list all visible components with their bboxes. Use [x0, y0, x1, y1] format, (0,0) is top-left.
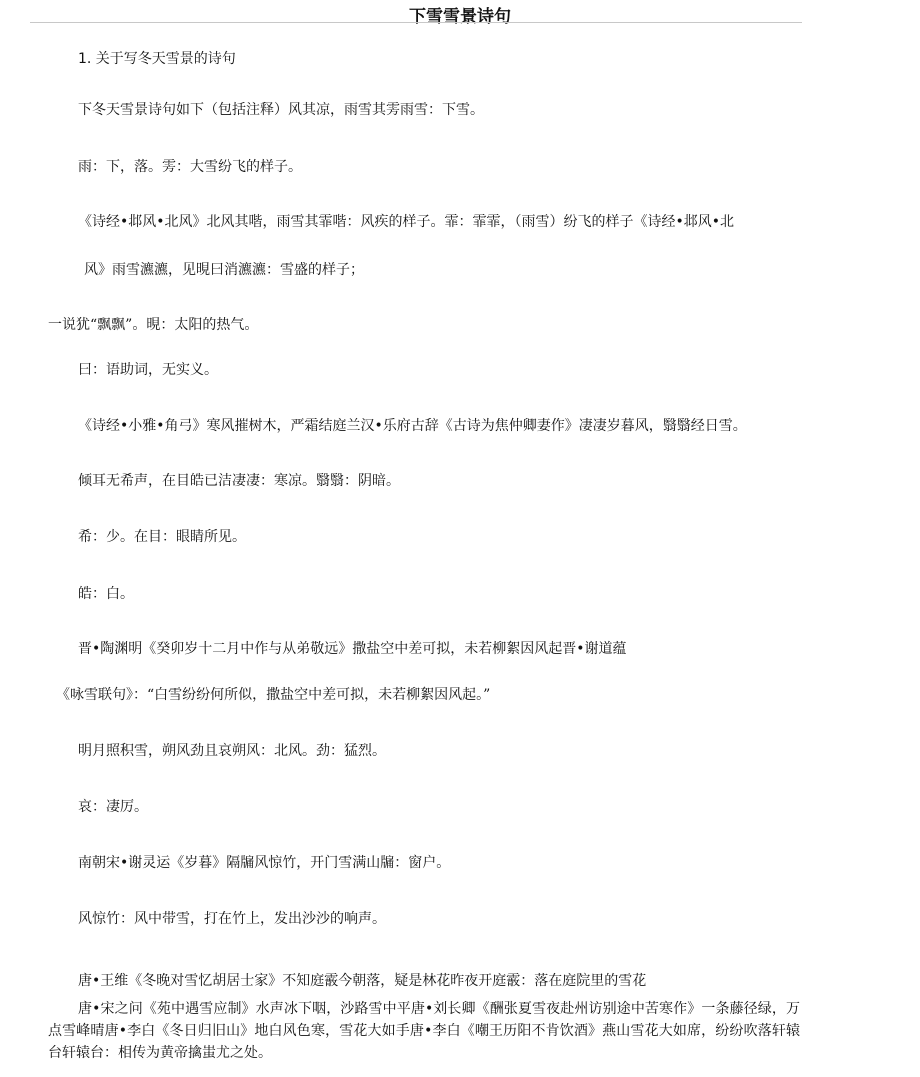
text-line-3: 《诗经•邶风•北风》北风其喈，雨雪其霏喈：风疾的样子。霏：霏霏，（雨雪）纷飞的样子《诗经•邶风•北	[78, 214, 735, 230]
text-line-7: 《诗经•小雅•角弓》寒风摧树木，严霜结庭兰汉•乐府古辞《古诗为焦仲卿妻作》凄凄岁暮风，翳翳经日雪。	[78, 418, 747, 434]
text-line-1: 下冬天雪景诗句如下（包括注释）风其凉，雨雪其雱雨雪：下雪。	[78, 102, 484, 118]
text-line-12: 《咏雪联句》：“白雪纷纷何所似，撒盐空中差可拟，未若柳絮因风起。”	[56, 687, 491, 703]
text-line-14: 哀：凄厉。	[78, 799, 148, 815]
final-paragraph: 唐•宋之问《苑中遇雪应制》水声冰下咽，沙路雪中平唐•刘长卿《酬张夏雪夜赴州访别途中苦寒作》一条藤径绿，万点雪峰晴唐•李白《冬日归旧山》地白风色寒，雪花大如手唐•李白《嘲王历阳不肯饮酒》燕山雪花大如席，纷纷吹落轩辕台轩辕台：相传为黄帝擒蚩尤之处。	[48, 1001, 800, 1061]
text-line-15: 南朝宋•谢灵运《岁暮》隔牖风惊竹，开门雪满山牖：窗户。	[78, 855, 451, 871]
text-line-4: 风》雨雪瀌瀌，见晛曰消瀌瀌：雪盛的样子；	[84, 262, 364, 278]
text-line-10: 皓：白。	[78, 586, 134, 602]
title-divider	[30, 22, 802, 23]
document-title: 下雪雪景诗句	[409, 7, 511, 27]
text-line-2: 雨：下，落。雱：大雪纷飞的样子。	[78, 159, 302, 175]
text-line-17: 唐•王维《冬晚对雪忆胡居士家》不知庭霰今朝落，疑是林花昨夜开庭霰：落在庭院里的雪花	[78, 973, 647, 989]
text-line-11: 晋•陶渊明《癸卯岁十二月中作与从弟敬远》撒盐空中差可拟，未若柳絮因风起晋•谢道蕴	[78, 641, 627, 657]
text-line-16: 风惊竹：风中带雪，打在竹上，发出沙沙的响声。	[78, 911, 386, 927]
text-line-13: 明月照积雪，朔风劲且哀朔风：北风。劲：猛烈。	[78, 743, 386, 759]
text-line-5: 一说犹“飘飘”。晛：太阳的热气。	[48, 317, 259, 333]
text-line-9: 希：少。在目：眼睛所见。	[78, 529, 246, 545]
text-line-6: 曰：语助词，无实义。	[78, 362, 218, 378]
section-heading: 1. 关于写冬天雪景的诗句	[78, 51, 236, 67]
text-line-8: 倾耳无希声，在目皓已洁凄凄：寒凉。翳翳：阴暗。	[78, 473, 400, 489]
